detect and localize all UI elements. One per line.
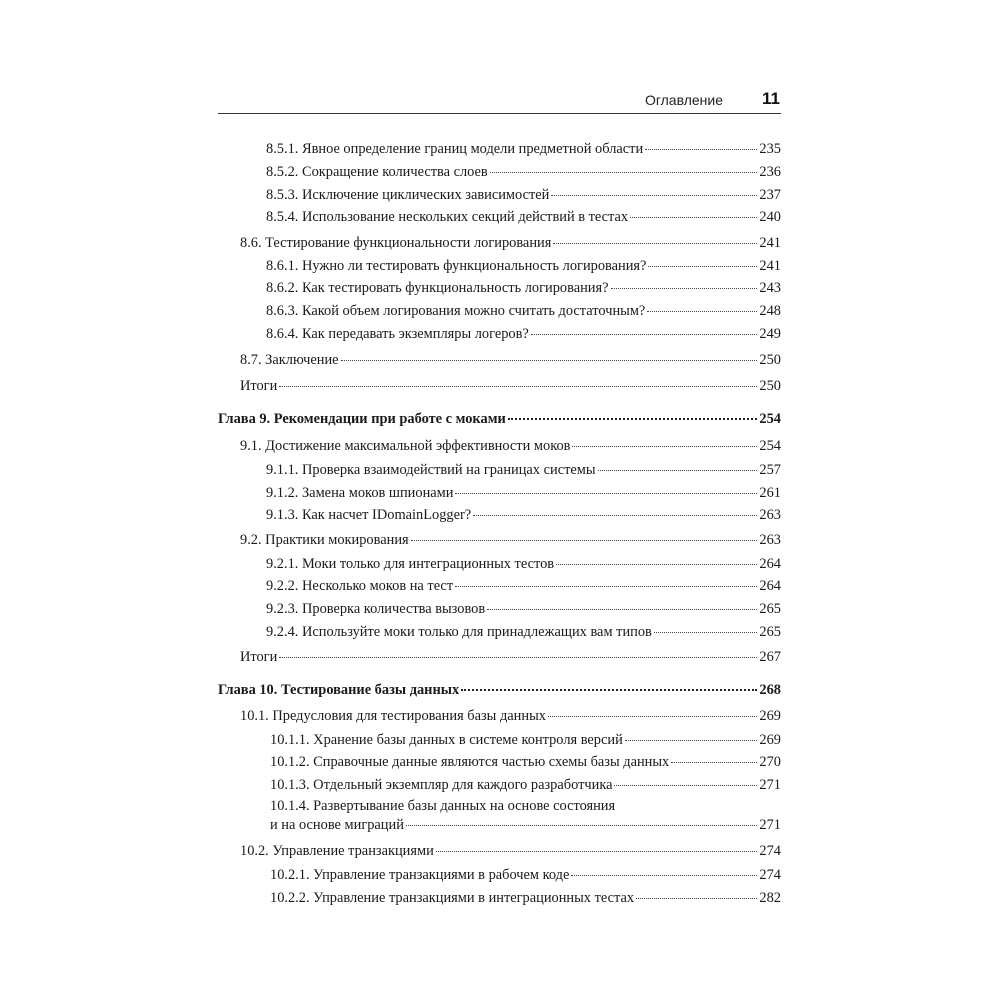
toc-entry-label: 9.1. Достижение максимальной эффективности моков	[240, 438, 571, 454]
toc-entry-label: 8.7. Заключение	[240, 352, 339, 368]
toc-entry[interactable]	[266, 257, 781, 275]
dot-leader	[551, 194, 757, 196]
toc-entry-label: 8.5.4. Использование нескольких секций действий в тестах	[266, 209, 629, 225]
dot-leader	[461, 688, 757, 691]
dot-leader	[636, 897, 757, 899]
toc-entry-page: 243	[759, 280, 781, 296]
dot-leader	[411, 539, 758, 541]
toc-entry[interactable]	[240, 234, 781, 252]
dot-leader	[436, 850, 758, 852]
toc-entry-label: 8.6. Тестирование функциональности логирования	[240, 235, 552, 251]
toc-entry-label: Глава 9. Рекомендации при работе с моками	[218, 411, 506, 427]
dot-leader	[614, 784, 757, 786]
toc-entry[interactable]	[240, 437, 781, 455]
toc-entry-label: 8.5.2. Сокращение количества слоев	[266, 164, 488, 180]
toc-entry-page: 282	[759, 890, 781, 906]
dot-leader	[625, 739, 758, 741]
toc-entry-label: 8.5.3. Исключение циклических зависимостей	[266, 187, 550, 203]
toc-entry[interactable]	[266, 186, 781, 204]
toc-entry-label: 10.1.3. Отдельный экземпляр для каждого разработчика	[270, 777, 613, 793]
dot-leader	[487, 608, 757, 610]
dot-leader	[553, 242, 757, 244]
toc-chapter-entry[interactable]	[218, 681, 781, 699]
dot-leader	[556, 563, 757, 565]
toc-entry-label: 8.6.2. Как тестировать функциональность логирования?	[266, 280, 609, 296]
toc-entry-page: 250	[759, 378, 781, 394]
toc-entry-page: 271	[759, 777, 781, 793]
toc-entry-page: 240	[759, 209, 781, 225]
toc-entry[interactable]	[270, 866, 781, 884]
toc-entry-page: 237	[759, 187, 781, 203]
dot-leader	[645, 148, 757, 150]
toc-entry[interactable]	[240, 377, 781, 395]
toc-entry-label: 9.2.3. Проверка количества вызовов	[266, 601, 486, 617]
toc-entry-page: 254	[759, 438, 781, 454]
dot-leader	[406, 824, 757, 826]
dot-leader	[279, 656, 757, 658]
toc-entry-label: Итоги	[240, 378, 278, 394]
toc-entry-label: 9.1.1. Проверка взаимодействий на границах системы	[266, 462, 596, 478]
toc-chapter-entry[interactable]	[218, 410, 781, 428]
toc-entry-label: 9.2.1. Моки только для интеграционных тестов	[266, 556, 555, 572]
toc-entry-page: 264	[759, 556, 781, 572]
toc-entry-page: 271	[759, 817, 781, 833]
toc-entry-label: 9.2. Практики мокирования	[240, 532, 409, 548]
toc-entry-page: 268	[759, 682, 781, 698]
toc-entry[interactable]	[270, 889, 781, 907]
toc-entry-page: 274	[759, 843, 781, 859]
running-header	[218, 89, 781, 114]
toc-entry-label: 8.6.3. Какой объем логирования можно считать достаточным?	[266, 303, 646, 319]
toc-entry[interactable]	[266, 600, 781, 618]
dot-leader	[630, 216, 757, 218]
toc-entry[interactable]	[270, 816, 781, 834]
dot-leader	[647, 310, 757, 312]
toc-entry-page: 267	[759, 649, 781, 665]
dot-leader	[571, 874, 757, 876]
toc-entry-label: 8.6.4. Как передавать экземпляры логеров?	[266, 326, 529, 342]
toc-entry[interactable]	[266, 163, 781, 181]
toc-entry[interactable]	[270, 753, 781, 771]
dot-leader	[508, 417, 758, 420]
toc-entry-page: 270	[759, 754, 781, 770]
dot-leader	[473, 514, 757, 516]
toc-entry-label: 10.1.1. Хранение базы данных в системе контроля версий	[270, 732, 623, 748]
dot-leader	[341, 359, 758, 361]
dot-leader	[648, 265, 757, 267]
toc-entry[interactable]	[266, 208, 781, 226]
toc-entry[interactable]	[266, 461, 781, 479]
toc-entry-label-continuation: и на основе миграций	[270, 817, 404, 833]
toc-entry-label: 8.5.1. Явное определение границ модели предметной области	[266, 141, 644, 157]
toc-entry-page: 236	[759, 164, 781, 180]
toc-entry[interactable]	[270, 731, 781, 749]
dot-leader	[279, 385, 757, 387]
toc-entry-page: 265	[759, 601, 781, 617]
dot-leader	[455, 492, 757, 494]
toc-entry-page: 274	[759, 867, 781, 883]
dot-leader	[572, 445, 757, 447]
toc-entry-page: 241	[759, 258, 781, 274]
toc-entry[interactable]	[266, 555, 781, 573]
toc-entry[interactable]	[240, 842, 781, 860]
toc-entry-label: 9.2.4. Используйте моки только для принадлежащих вам типов	[266, 624, 652, 640]
toc-entry-page: 254	[759, 411, 781, 427]
dot-leader	[455, 585, 757, 587]
toc-entry[interactable]	[240, 531, 781, 549]
toc-entry[interactable]	[266, 577, 781, 595]
toc-entry[interactable]	[266, 484, 781, 502]
dot-leader	[671, 761, 757, 763]
toc-entry-label: Глава 10. Тестирование базы данных	[218, 682, 460, 698]
dot-leader	[531, 333, 758, 335]
toc-entry-page: 248	[759, 303, 781, 319]
toc-entry-label: 9.1.2. Замена моков шпионами	[266, 485, 454, 501]
toc-entry-label: 10.1.2. Справочные данные являются частью схемы базы данных	[270, 754, 670, 770]
toc-entry-page: 265	[759, 624, 781, 640]
dot-leader	[611, 287, 758, 289]
toc-entry-page: 269	[759, 708, 781, 724]
toc-entry-page: 269	[759, 732, 781, 748]
toc-entry-page: 249	[759, 326, 781, 342]
toc-entry-page: 257	[759, 462, 781, 478]
toc-entry[interactable]	[240, 351, 781, 369]
toc-entry-page: 241	[759, 235, 781, 251]
toc-entry[interactable]	[270, 776, 781, 794]
toc-entry-page: 264	[759, 578, 781, 594]
toc-entry-page: 263	[759, 532, 781, 548]
toc-entry-label: 9.2.2. Несколько моков на тест	[266, 578, 454, 594]
toc-entry[interactable]	[266, 279, 781, 297]
dot-leader	[598, 469, 758, 471]
toc-entry-label: 10.2.2. Управление транзакциями в интеграционных тестах	[270, 890, 635, 906]
toc-entry-label: 10.2. Управление транзакциями	[240, 843, 434, 859]
dot-leader	[548, 715, 757, 717]
toc-entry-label: 10.1. Предусловия для тестирования базы данных	[240, 708, 546, 724]
dot-leader	[654, 631, 758, 633]
toc-entry[interactable]	[266, 623, 781, 641]
dot-leader	[490, 171, 758, 173]
toc-entry[interactable]	[266, 506, 781, 524]
toc-entry[interactable]	[240, 648, 781, 666]
toc-entry-label: 10.2.1. Управление транзакциями в рабочем коде	[270, 867, 570, 883]
toc-entry-page: 235	[759, 141, 781, 157]
toc-entry-label: 9.1.3. Как насчет IDomainLogger?	[266, 507, 472, 523]
toc-entry-label: Итоги	[240, 649, 278, 665]
toc-entry-label: 8.6.1. Нужно ли тестировать функциональность логирования?	[266, 258, 647, 274]
toc-entry-page: 261	[759, 485, 781, 501]
header-title: Оглавление	[644, 92, 723, 108]
header-page-number: 11	[762, 89, 780, 108]
toc-entry[interactable]	[266, 325, 781, 343]
toc-entry-page: 263	[759, 507, 781, 523]
toc-entry[interactable]	[266, 302, 781, 320]
toc-entry[interactable]	[266, 140, 781, 158]
toc-entry[interactable]	[240, 707, 781, 725]
toc-entry-label-first-line[interactable]: 10.1.4. Развертывание базы данных на основе состояния	[270, 798, 616, 814]
toc-entry-page: 250	[759, 352, 781, 368]
